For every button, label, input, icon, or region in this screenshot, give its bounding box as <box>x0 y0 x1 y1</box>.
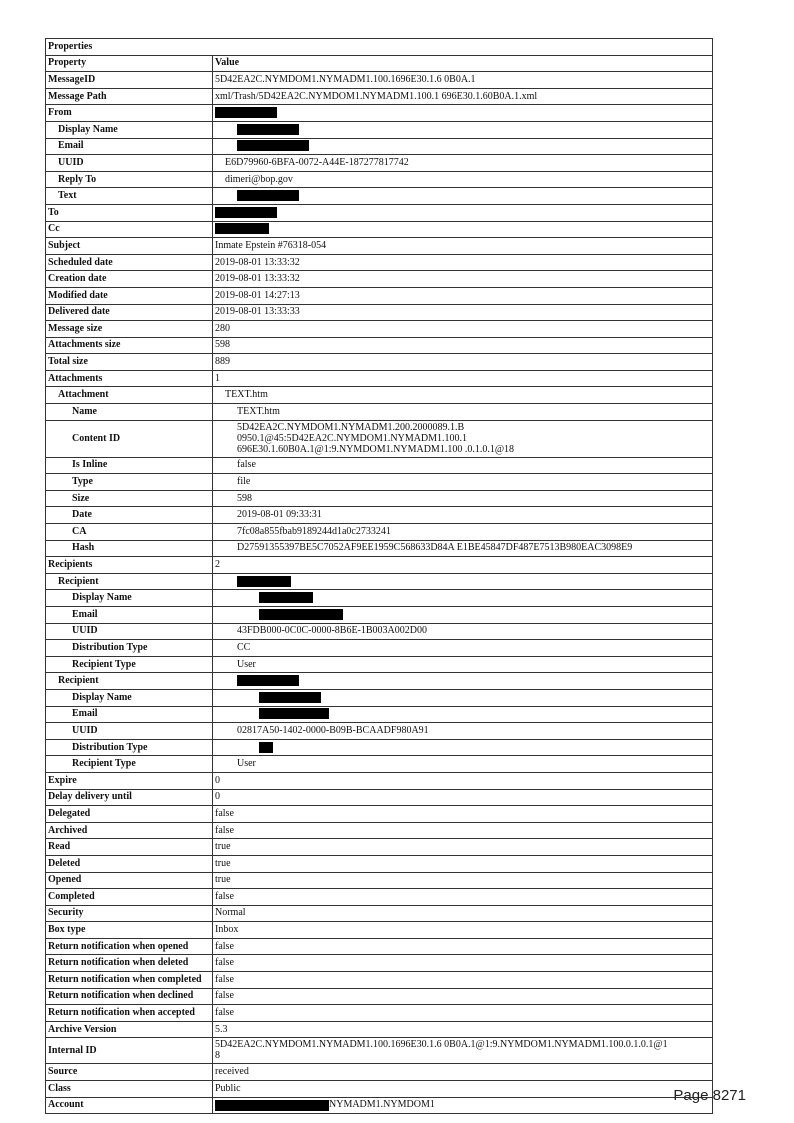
property-key: Security <box>46 905 213 922</box>
property-value: Public <box>213 1081 713 1098</box>
redaction-bar <box>215 1100 329 1111</box>
table-row <box>46 640 713 657</box>
property-value: E6D79960-6BFA-0072-A44E-187277817742 <box>213 155 713 172</box>
redaction-bar <box>215 207 277 218</box>
property-key: From <box>46 105 213 122</box>
property-key: Return notification when deleted <box>46 955 213 972</box>
table-row <box>46 822 713 839</box>
property-value: false <box>213 457 713 474</box>
property-key: Message size <box>46 321 213 338</box>
property-key: Size <box>46 490 213 507</box>
table-row <box>46 872 713 889</box>
property-key: Recipient <box>46 573 213 590</box>
redaction-bar <box>259 708 329 719</box>
table-row <box>46 889 713 906</box>
table-row <box>46 1081 713 1098</box>
property-key: Creation date <box>46 271 213 288</box>
table-row <box>46 420 713 457</box>
table-row <box>46 1097 713 1114</box>
table-row <box>46 590 713 607</box>
property-value: true <box>213 855 713 872</box>
property-value: 7fc08a855fbab9189244d1a0c2733241 <box>213 524 713 541</box>
property-key: Delay delivery until <box>46 789 213 806</box>
property-value <box>213 590 713 607</box>
property-value: 2 <box>213 557 713 574</box>
property-value: Normal <box>213 905 713 922</box>
property-value: 280 <box>213 321 713 338</box>
property-key: Source <box>46 1064 213 1081</box>
property-key: Cc <box>46 221 213 238</box>
property-value: false <box>213 955 713 972</box>
table-row <box>46 540 713 557</box>
table-row <box>46 972 713 989</box>
property-key: UUID <box>46 623 213 640</box>
table-row <box>46 171 713 188</box>
table-row <box>46 922 713 939</box>
table-row <box>46 271 713 288</box>
redaction-bar <box>259 609 343 620</box>
property-value: User <box>213 756 713 773</box>
property-key: To <box>46 204 213 221</box>
property-value <box>213 204 713 221</box>
table-row <box>46 557 713 574</box>
property-value: false <box>213 972 713 989</box>
property-key: Return notification when opened <box>46 938 213 955</box>
property-key: Delegated <box>46 806 213 823</box>
property-key: Reply To <box>46 171 213 188</box>
property-key: Opened <box>46 872 213 889</box>
property-key: Type <box>46 474 213 491</box>
property-key: Completed <box>46 889 213 906</box>
property-value: dimeri@bop.gov <box>213 171 713 188</box>
property-value: true <box>213 872 713 889</box>
table-row <box>46 988 713 1005</box>
table-row <box>46 321 713 338</box>
property-value <box>213 105 713 122</box>
property-value: 1 <box>213 370 713 387</box>
property-value <box>213 673 713 690</box>
property-key: Return notification when accepted <box>46 1005 213 1022</box>
table-row <box>46 938 713 955</box>
property-key: Total size <box>46 354 213 371</box>
redaction-bar <box>259 742 273 753</box>
table-row <box>46 689 713 706</box>
property-value: false <box>213 889 713 906</box>
property-key: Deleted <box>46 855 213 872</box>
property-value: false <box>213 988 713 1005</box>
property-key: Recipient <box>46 673 213 690</box>
table-row <box>46 656 713 673</box>
property-value: false <box>213 1005 713 1022</box>
property-value: received <box>213 1064 713 1081</box>
property-key: Archived <box>46 822 213 839</box>
property-key: Box type <box>46 922 213 939</box>
property-value: 43FDB000-0C0C-0000-8B6E-1B003A002D00 <box>213 623 713 640</box>
property-key: Text <box>46 188 213 205</box>
property-value: TEXT.htm <box>213 404 713 421</box>
property-value <box>213 138 713 155</box>
table-row <box>46 188 713 205</box>
table-row <box>46 1064 713 1081</box>
table-row <box>46 490 713 507</box>
property-value: TEXT.htm <box>213 387 713 404</box>
property-key: Display Name <box>46 689 213 706</box>
table-row <box>46 72 713 89</box>
property-value: xml/Trash/5D42EA2C.NYMDOM1.NYMADM1.100.1 696E30.1.60B0A.1.xml <box>213 88 713 105</box>
property-key: Return notification when completed <box>46 972 213 989</box>
property-key: Display Name <box>46 590 213 607</box>
table-row <box>46 155 713 172</box>
property-value: 5D42EA2C.NYMDOM1.NYMADM1.100.1696E30.1.6 0B0A.1 <box>213 72 713 89</box>
property-key: Distribution Type <box>46 739 213 756</box>
table-row <box>46 524 713 541</box>
property-value: 5.3 <box>213 1021 713 1038</box>
property-key: Message Path <box>46 88 213 105</box>
table-row <box>46 706 713 723</box>
table-row <box>46 1005 713 1022</box>
property-value <box>213 1097 713 1114</box>
table-row <box>46 221 713 238</box>
property-key: Recipient Type <box>46 756 213 773</box>
property-value: 5D42EA2C.NYMDOM1.NYMADM1.200.2000089.1.B 0950.1@45:5D42EA2C.NYMDOM1.NYMADM1.100.1 696E30.1.60B0A.1@1:9.NYMDOM1.NYMADM1.100 .0.1.0.1@18 <box>213 420 713 457</box>
redaction-bar <box>237 124 299 135</box>
property-value <box>213 188 713 205</box>
property-key: CA <box>46 524 213 541</box>
property-value <box>213 739 713 756</box>
table-row <box>46 789 713 806</box>
property-value: 889 <box>213 354 713 371</box>
property-key: Email <box>46 607 213 624</box>
property-key: Is Inline <box>46 457 213 474</box>
property-key: Modified date <box>46 287 213 304</box>
redaction-bar <box>215 223 269 234</box>
table-row <box>46 337 713 354</box>
property-value: false <box>213 938 713 955</box>
table-title: Properties <box>46 39 713 56</box>
property-key: Recipient Type <box>46 656 213 673</box>
table-row <box>46 1021 713 1038</box>
property-key: UUID <box>46 155 213 172</box>
property-value: 2019-08-01 14:27:13 <box>213 287 713 304</box>
property-value: Inbox <box>213 922 713 939</box>
property-value: 2019-08-01 13:33:32 <box>213 271 713 288</box>
table-row <box>46 354 713 371</box>
table-row <box>46 287 713 304</box>
table-row <box>46 607 713 624</box>
property-value: User <box>213 656 713 673</box>
property-key: Scheduled date <box>46 254 213 271</box>
table-row <box>46 88 713 105</box>
property-key: Content ID <box>46 420 213 457</box>
table-row <box>46 387 713 404</box>
redaction-bar <box>237 576 291 587</box>
table-row <box>46 739 713 756</box>
table-row <box>46 204 713 221</box>
table-row <box>46 105 713 122</box>
property-value: 598 <box>213 337 713 354</box>
property-value: 598 <box>213 490 713 507</box>
property-key: Display Name <box>46 121 213 138</box>
property-key: Hash <box>46 540 213 557</box>
property-key: Email <box>46 138 213 155</box>
property-key: Return notification when declined <box>46 988 213 1005</box>
property-value <box>213 573 713 590</box>
property-key: Subject <box>46 238 213 255</box>
table-row <box>46 474 713 491</box>
table-row <box>46 806 713 823</box>
property-key: Class <box>46 1081 213 1098</box>
redaction-bar <box>237 675 299 686</box>
property-key: Attachment <box>46 387 213 404</box>
property-value <box>213 706 713 723</box>
table-row <box>46 673 713 690</box>
table-row <box>46 955 713 972</box>
property-value: 5D42EA2C.NYMDOM1.NYMADM1.100.1696E30.1.6 0B0A.1@1:9.NYMDOM1.NYMADM1.100.0.1.0.1@1 8 <box>213 1038 713 1064</box>
header-property: Property <box>46 55 213 72</box>
table-row <box>46 756 713 773</box>
property-key: Recipients <box>46 557 213 574</box>
table-row <box>46 623 713 640</box>
property-value: 2019-08-01 09:33:31 <box>213 507 713 524</box>
property-value <box>213 607 713 624</box>
property-value: file <box>213 474 713 491</box>
property-value <box>213 689 713 706</box>
table-row <box>46 855 713 872</box>
property-key: Archive Version <box>46 1021 213 1038</box>
properties-sheet <box>45 38 712 1114</box>
property-key: Account <box>46 1097 213 1114</box>
table-title-row <box>46 39 713 56</box>
table-row <box>46 404 713 421</box>
property-value <box>213 121 713 138</box>
property-key: Date <box>46 507 213 524</box>
property-key: Attachments <box>46 370 213 387</box>
table-row <box>46 573 713 590</box>
properties-table <box>45 38 713 1114</box>
property-value <box>213 221 713 238</box>
table-row <box>46 457 713 474</box>
account-suffix: NYMADM1.NYMDOM1 <box>329 1099 435 1111</box>
table-row <box>46 507 713 524</box>
property-key: Read <box>46 839 213 856</box>
table-row <box>46 1038 713 1064</box>
property-value: true <box>213 839 713 856</box>
property-key: UUID <box>46 723 213 740</box>
table-row <box>46 238 713 255</box>
property-value: 0 <box>213 789 713 806</box>
redaction-bar <box>215 107 277 118</box>
property-value: D27591355397BE5C7052AF9EE1959C568633D84A E1BE45847DF487E7513B980EAC3098E9 <box>213 540 713 557</box>
table-row <box>46 772 713 789</box>
page-number: Page 8271 <box>673 1087 746 1104</box>
table-header-row <box>46 55 713 72</box>
property-value: 02817A50-1402-0000-B09B-BCAADF980A91 <box>213 723 713 740</box>
property-key: Name <box>46 404 213 421</box>
property-value: false <box>213 822 713 839</box>
property-key: Attachments size <box>46 337 213 354</box>
table-row <box>46 839 713 856</box>
header-value: Value <box>213 55 713 72</box>
redaction-bar <box>259 592 313 603</box>
property-key: MessageID <box>46 72 213 89</box>
table-row <box>46 723 713 740</box>
table-row <box>46 370 713 387</box>
table-row <box>46 121 713 138</box>
property-value: CC <box>213 640 713 657</box>
property-value: 2019-08-01 13:33:32 <box>213 254 713 271</box>
property-key: Internal ID <box>46 1038 213 1064</box>
property-key: Email <box>46 706 213 723</box>
property-value: 2019-08-01 13:33:33 <box>213 304 713 321</box>
table-row <box>46 138 713 155</box>
property-value: false <box>213 806 713 823</box>
redaction-bar <box>237 190 299 201</box>
table-row <box>46 254 713 271</box>
property-key: Expire <box>46 772 213 789</box>
table-row <box>46 304 713 321</box>
property-value: Inmate Epstein #76318-054 <box>213 238 713 255</box>
redaction-bar <box>259 692 321 703</box>
redaction-bar <box>237 140 309 151</box>
table-row <box>46 905 713 922</box>
property-key: Distribution Type <box>46 640 213 657</box>
property-value: 0 <box>213 772 713 789</box>
property-key: Delivered date <box>46 304 213 321</box>
